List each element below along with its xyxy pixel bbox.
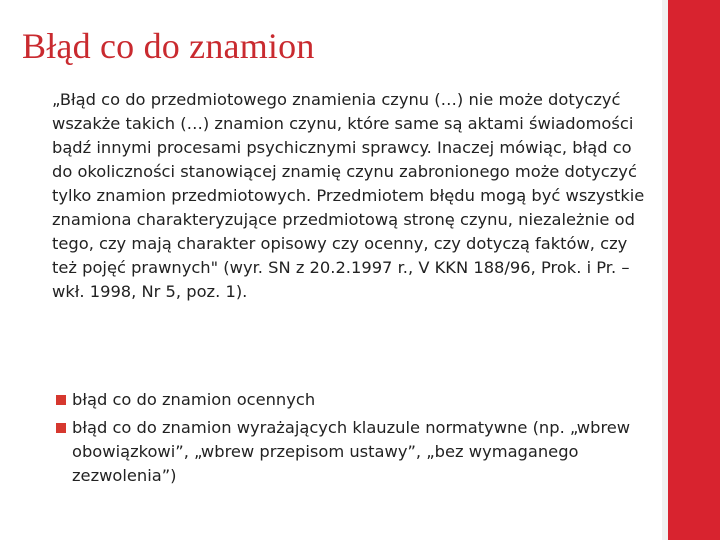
slide-title: Błąd co do znamion [22, 26, 315, 66]
bullet-item-normative [56, 416, 646, 488]
square-bullet-icon [56, 395, 66, 405]
right-accent-bar [668, 0, 720, 540]
quote-paragraph: „Błąd co do przedmiotowego znamienia czynu (…) nie może dotyczyć wszakże takich (…) znamion czynu, które same są aktami świadomości bądź innymi procesami psychicznymi sprawcy. Inaczej mówiąc, błąd co do okoliczności stanowiącej znamię czynu zabronionego może dotyczyć tylko znamion przedmiotowych. Przedmiotem błędu mogą być wszystkie znamiona charakteryzujące przedmiotową stronę czynu, niezależnie od tego, czy mają charakter opisowy czy ocenny, czy dotyczą faktów, czy też pojęć prawnych" (wyr. SN z 20.2.1997 r., V KKN 188/96, Prok. i Pr. – wkł. 1998, Nr 5, poz. 1). [52, 90, 645, 301]
square-bullet-icon [56, 423, 66, 433]
bullet-text: błąd co do znamion wyrażających klauzule normatywne (np. „wbrew obowiązkowi”, „wbrew przepisom ustawy”, „bez wymaganego zezwolenia”) [72, 418, 631, 485]
bullet-list [56, 388, 646, 492]
bullet-item-evaluative [56, 388, 646, 412]
bullet-text: błąd co do znamion ocennych [72, 390, 316, 409]
